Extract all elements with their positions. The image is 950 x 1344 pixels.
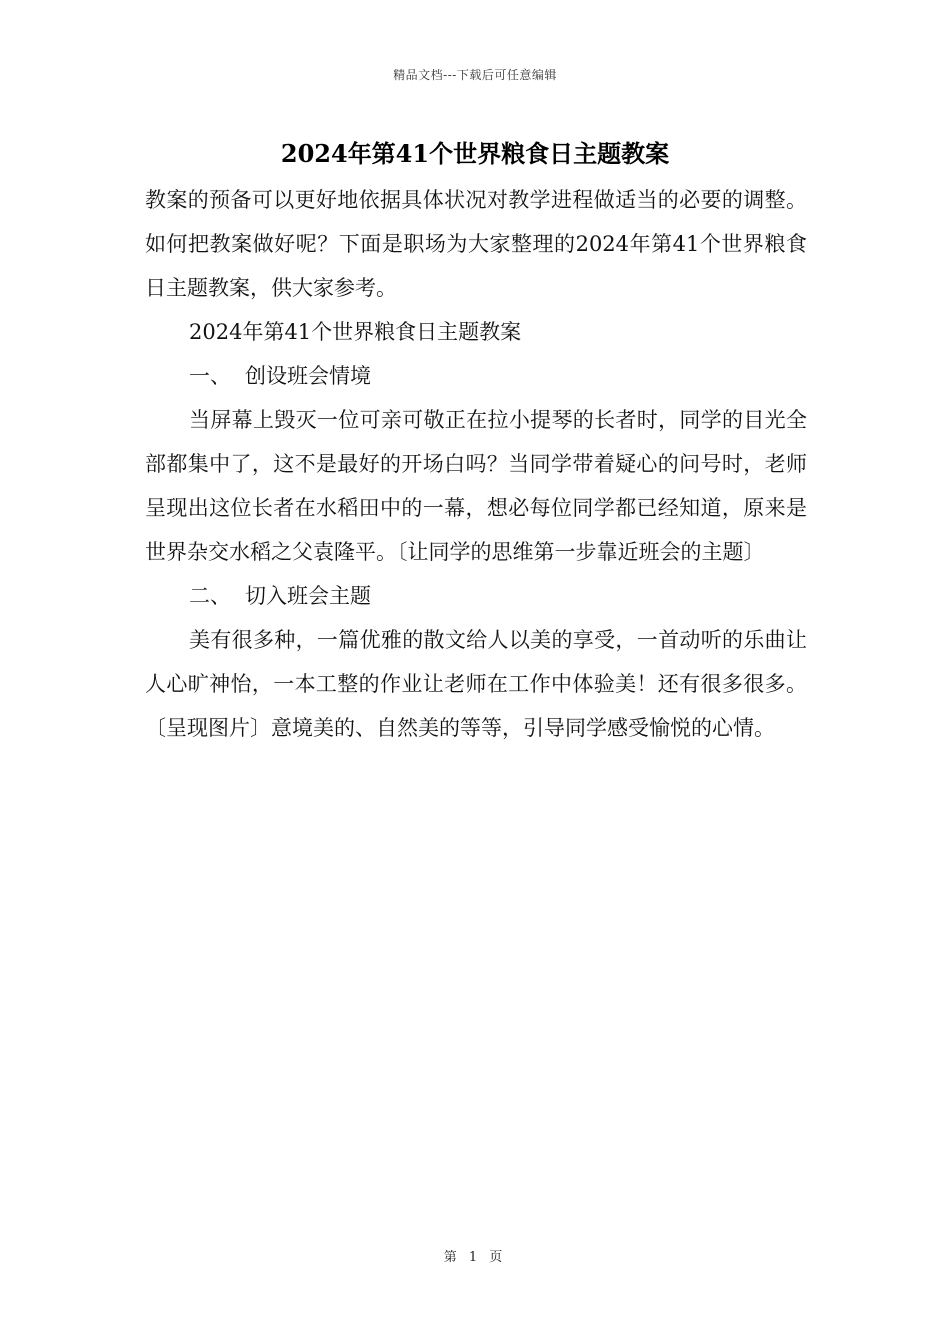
section-title-2: 切入班会主题 bbox=[245, 584, 371, 608]
document-title: 2024年第41个世界粮食日主题教案 bbox=[280, 139, 670, 168]
section-number-1: 一、 bbox=[189, 364, 231, 388]
intro-paragraph: 教案的预备可以更好地依据具体状况对教学进程做适当的必要的调整。如何把教案做好呢？下面是职场为大家整理的2024年第41个世界粮食日主题教案，供大家参考。 bbox=[145, 188, 807, 300]
section-paragraph-1: 当屏幕上毁灭一位可亲可敬正在拉小提琴的长者时，同学的目光全部都集中了，这不是最好的开场白吗？当同学带着疑心的问号时，老师呈现出这位长者在水稻田中的一幕，想必每位同学都已经知道，原来是世界杂交水稻之父袁隆平。〔让同学的思维第一步靠近班会的主题〕 bbox=[145, 408, 807, 564]
section-title-1: 创设班会情境 bbox=[245, 364, 371, 388]
section-number-2: 二、 bbox=[189, 584, 231, 608]
section-paragraph-2: 美有很多种，一篇优雅的散文给人以美的享受，一首动听的乐曲让人心旷神怡，一本工整的作业让老师在工作中体验美！还有很多很多。〔呈现图片〕意境美的、自然美的等等，引导同学感受愉悦的心情。 bbox=[145, 628, 807, 740]
document-subtitle: 2024年第41个世界粮食日主题教案 bbox=[189, 320, 522, 344]
section-heading-2 bbox=[145, 574, 807, 618]
page-number: 第 1 页 bbox=[443, 1250, 507, 1265]
page-header: 精品文档---下载后可任意编辑 bbox=[393, 68, 557, 82]
section-heading-1 bbox=[145, 354, 807, 398]
document-body bbox=[145, 178, 807, 750]
